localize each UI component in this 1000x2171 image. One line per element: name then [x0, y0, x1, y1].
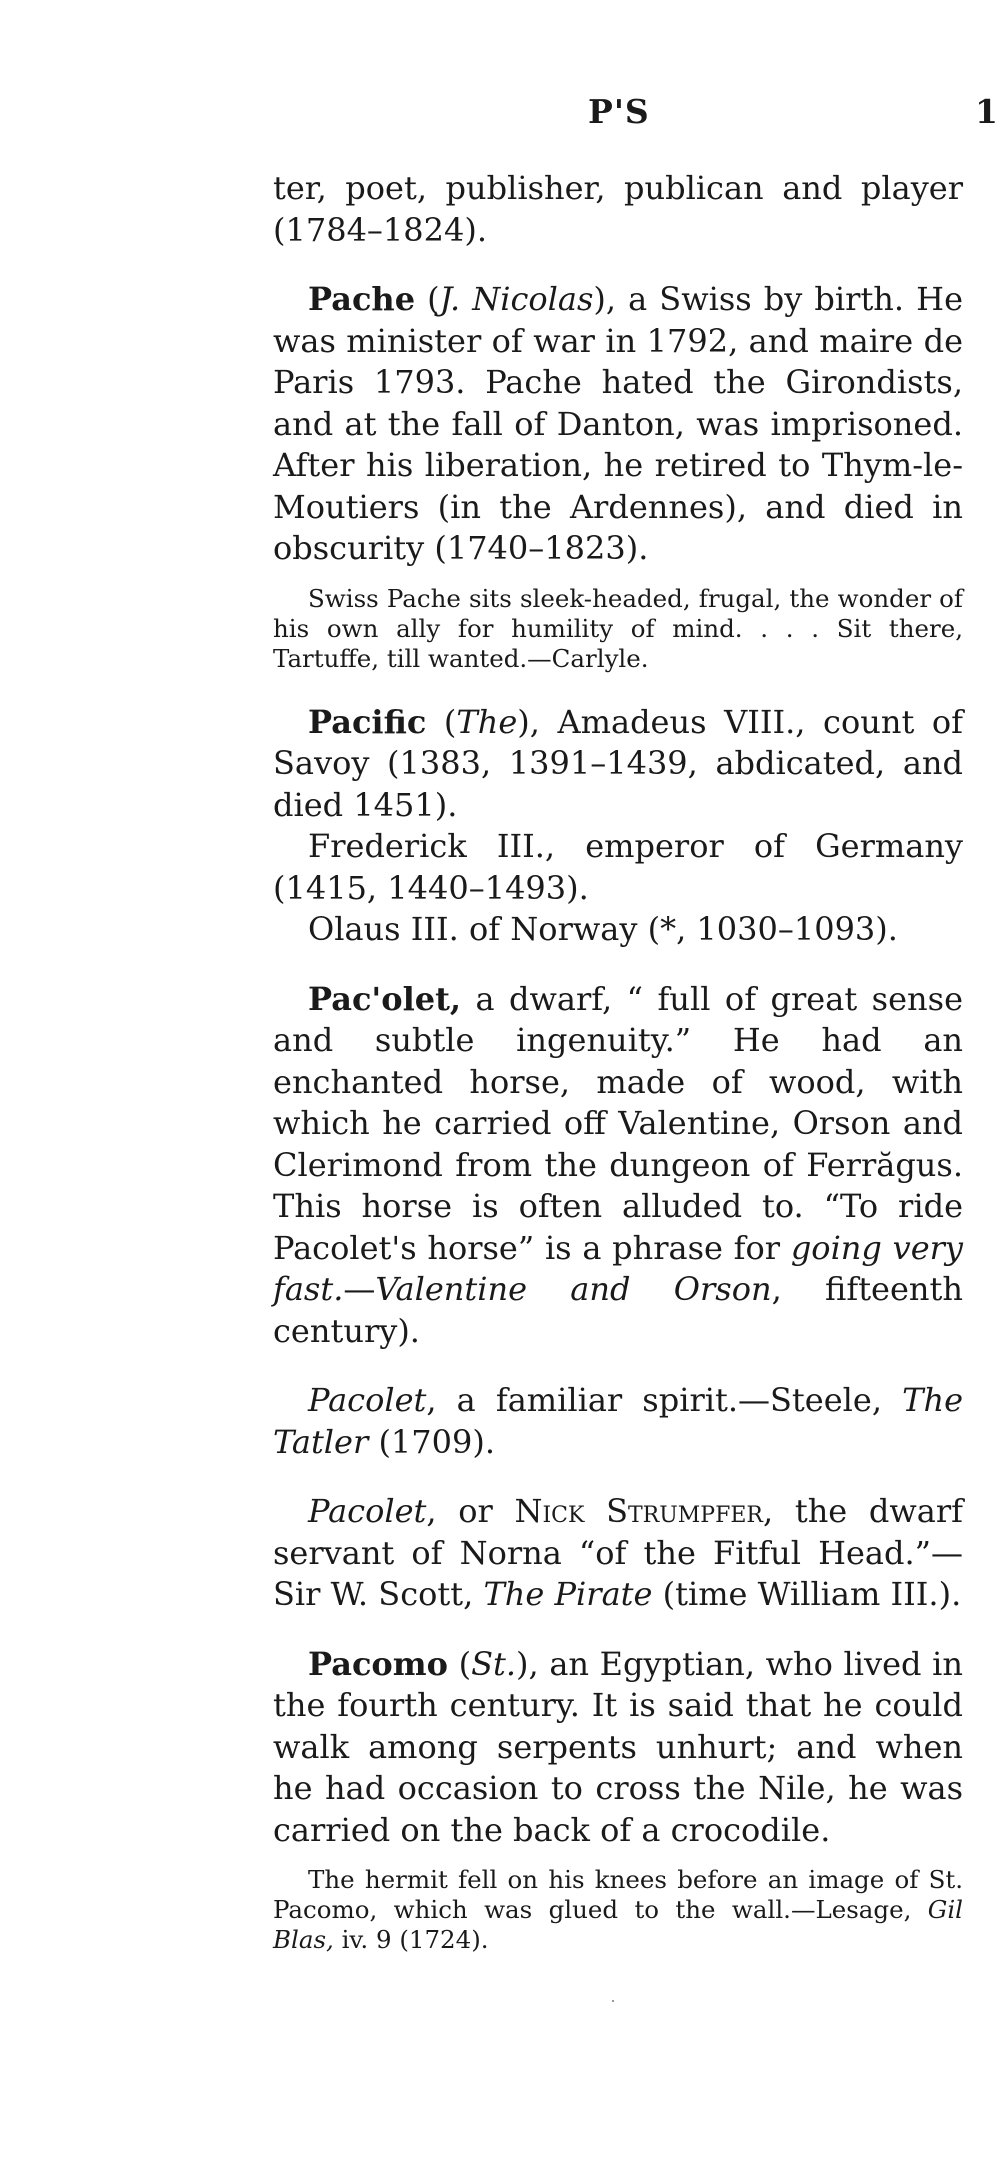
headword-pacolet: Pac'olet, — [308, 979, 461, 1018]
entry-pacolet-spirit-body — [273, 1380, 963, 1463]
entry-pacomo-body: Pacomo (St.), an Egyptian, who lived in the fourth century. It is said that he could walk among serpents unhurt; and when he had occasion to cross the Nile, he was carried on the back of a crocodile. — [273, 1644, 964, 1849]
pacolet-strumpfer-name: Pacolet — [308, 1492, 427, 1530]
pacolet-strumpfer-alias: Nick Strumpfer — [514, 1492, 763, 1530]
pacolet-spirit-name: Pacolet — [308, 1381, 427, 1419]
qualifier-pacific: The — [456, 702, 518, 741]
pacolet-text-before: a dwarf, “ full of great sense and subtle ingenuity.” He had an enchanted horse, made of wood, with which he carried off Valentine, Orson and Clerimond from the dungeon of Ferrăgus. This horse is often alluded to. “To ride Pacolet's horse” is a phrase for — [273, 979, 963, 1267]
entry-pache — [273, 279, 963, 674]
qualifier-pache: J. Nicolas — [439, 280, 594, 318]
page-header — [0, 92, 1000, 136]
quote-pache: Swiss Pache sits sleek-headed, frugal, the wonder of his own ally for humility of mind. . . . Sit there, Tartuffe, till wanted.—Carlyle. — [273, 583, 963, 673]
pacolet-strumpfer-text1: , or — [426, 1492, 515, 1530]
qualifier-pacomo: St. — [471, 1644, 517, 1683]
entry-pache-body: Pache (J. Nicolas), a Swiss by birth. He was minister of war in 1792, and maire de Paris 1793. Pache hated the Girondists, and at the fall of Danton, was imprisoned. After his liberation, he retired to Thym-le-Moutiers (in the Ardennes), and died in obscurity (1740–1823). — [273, 280, 964, 567]
pacolet-source-title: Valentine and Orson — [375, 1270, 772, 1308]
entry-pacolet-strumpfer-body — [273, 1491, 963, 1616]
pacomo-quote-source: Gil Blas, — [273, 1895, 963, 1954]
pacomo-quote-after: iv. 9 (1724). — [333, 1925, 489, 1954]
pacolet-text-after: , fifteenth century). — [273, 1270, 964, 1350]
pacomo-text: , an Egyptian, who lived in the fourth century. It is said that he could walk among serpents unhurt; and when he had occasion to cross the Nile, he was carried on the back of a crocodile. — [273, 1644, 964, 1849]
entry-continuation — [273, 168, 963, 251]
text-column — [273, 168, 963, 1955]
pacolet-spirit-source: The Tatler — [273, 1381, 963, 1461]
headword-pacomo: Pacomo — [308, 1644, 448, 1683]
pacific-line-frederick: Frederick III., emperor of Germany (1415, 1440–1493). — [273, 827, 963, 907]
entry-pacific — [273, 702, 963, 951]
entry-pacolet-body — [273, 979, 963, 1353]
pacolet-spirit-text: , a familiar spirit.—Steele, — [426, 1381, 903, 1419]
page-number: 1 — [975, 92, 998, 131]
entry-pacolet-spirit — [273, 1380, 963, 1463]
pacolet-spirit-after: (1709). — [368, 1422, 496, 1461]
pacific-line-olaus: Olaus III. of Norway (*, 1030–1093). — [308, 910, 898, 948]
pache-text: , a Swiss by birth. He was minister of war in 1792, and maire de Paris 1793. Pache hated the Girondists, and at the fall of Danton, was imprisoned. After his liberation, he retired to Thym-le-Moutiers (in the Ardennes), and died in obscurity (1740–1823). — [273, 280, 964, 567]
pacolet-strumpfer-source: The Pirate — [483, 1575, 653, 1613]
pacolet-strumpfer-text3: (time William III.). — [652, 1575, 962, 1613]
continuation-text: ter, poet, publisher, publican and player (1784–1824). — [273, 169, 963, 249]
running-head: P'S — [588, 92, 650, 131]
entry-pacific-body: Pacific (The), Amadeus VIII., count of Savoy (1383, 1391–1439, abdicated, and died 1451). — [273, 702, 964, 824]
pacomo-quote-text: The hermit fell on his knees before an image of St. Pacomo, which was glued to the wall.—Lesage, — [273, 1865, 963, 1924]
pacolet-dash: — — [343, 1270, 376, 1308]
page-speck — [612, 2000, 614, 2002]
headword-pacific: Pacific — [308, 702, 427, 741]
entry-pacolet-strumpfer — [273, 1491, 963, 1616]
pacolet-italic-phrase: going very fast. — [273, 1228, 964, 1308]
pacolet-strumpfer-text2: , the dwarf servant of Norna “of the Fitful Head.”—Sir W. Scott, — [273, 1492, 963, 1613]
headword-pache: Pache — [308, 280, 416, 318]
entry-pacomo — [273, 1644, 963, 1956]
pacific-text: , Amadeus VIII., count of Savoy (1383, 1391–1439, abdicated, and died 1451). — [273, 702, 964, 824]
quote-pacomo — [273, 1865, 963, 1955]
entry-pacolet — [273, 979, 963, 1353]
